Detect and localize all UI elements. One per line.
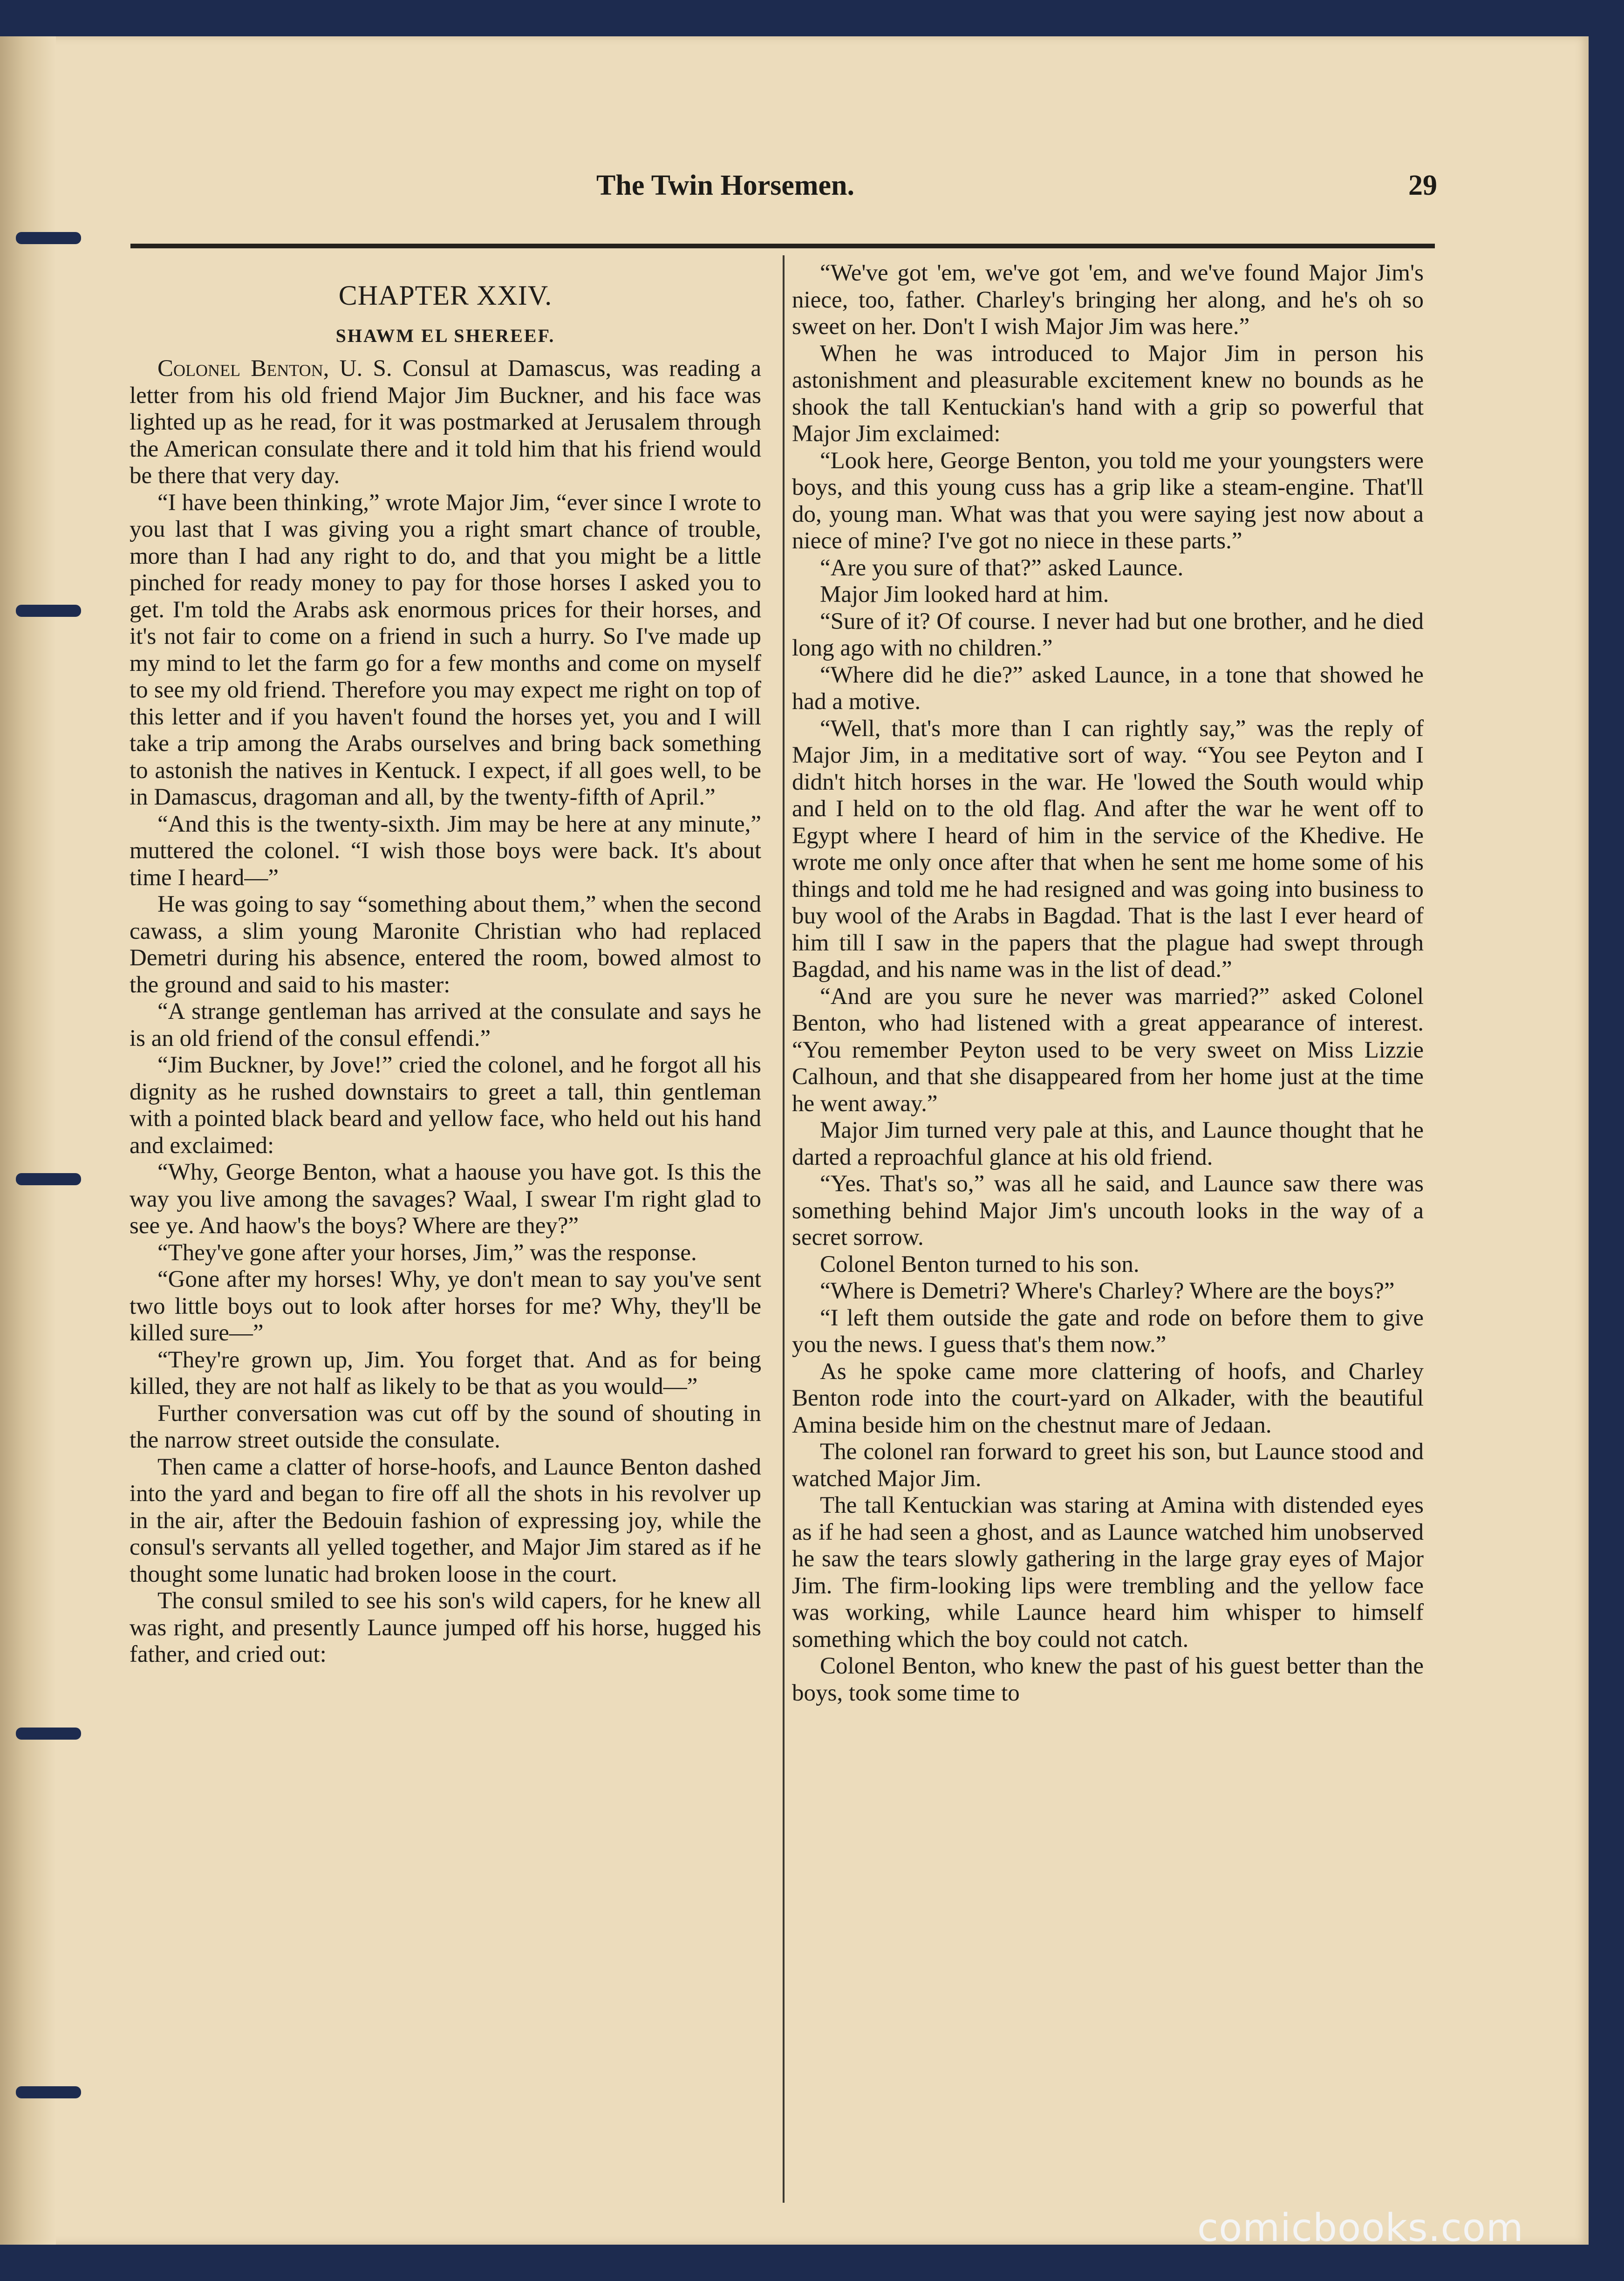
binding-stitch: [16, 1728, 81, 1740]
binding-stitch: [16, 2086, 81, 2098]
paragraph-text: , U. S. Consul at Damascus, was reading a letter from his old friend Major Jim Buckner, and his face was lighted up as he read, for it was postmarked at Jerusalem through the American consulate there and it told him that his friend would be there that very day.: [130, 355, 761, 489]
column-divider: [783, 255, 785, 2203]
running-head-title: The Twin Horsemen.: [596, 169, 855, 201]
paragraph: “And this is the twenty-sixth. Jim may be here at any minute,” muttered the colonel. “I wish those boys were back. It's about time I heard—”: [130, 811, 761, 891]
paragraph: “Jim Buckner, by Jove!” cried the colonel, and he forgot all his dignity as he rushed downstairs to greet a tall, thin gentleman with a pointed black beard and yellow face, who held out his hand and exclaimed:: [130, 1052, 761, 1159]
paragraph: He was going to say “something about them,” when the second cawass, a slim young Maronite Christian who had replaced Demetri during his absence, entered the room, bowed almost to the ground and said to his master:: [130, 891, 761, 998]
paragraph: Colonel Benton, who knew the past of his guest better than the boys, took some time to: [792, 1653, 1424, 1706]
chapter-title: CHAPTER XXIV.: [338, 280, 553, 311]
chapter-subtitle: SHAWM EL SHEREEF.: [335, 325, 555, 346]
magazine-page: [0, 36, 1589, 2245]
header-rule: [130, 244, 1435, 248]
paragraph: As he spoke came more clattering of hoofs, and Charley Benton rode into the court-yard on Alkader, with the beautiful Amina beside him on the chestnut mare of Jedaan.: [792, 1358, 1424, 1438]
paragraph: “We've got 'em, we've got 'em, and we've found Major Jim's niece, too, father. Charley's bringing her along, and he's oh so sweet on her. Don't I wish Major Jim was here.”: [792, 260, 1424, 340]
binding-stitch: [16, 1173, 81, 1185]
paragraph: “Where is Demetri? Where's Charley? Where are the boys?”: [820, 1278, 1395, 1304]
paragraph: Major Jim looked hard at him.: [820, 581, 1109, 608]
running-head: [596, 162, 1437, 209]
paragraph: “And are you sure he never was married?” asked Colonel Benton, who had listened with a great appearance of interest. “You remember Peyton used to be very sweet on Miss Lizzie Calhoun, and that she disappeared from her home just at the time he went away.”: [792, 983, 1424, 1117]
paragraph: “They're grown up, Jim. You forget that. And as for being killed, they are not half as likely to be that as you would—”: [130, 1346, 761, 1400]
left-column: [130, 260, 761, 1668]
paragraph: “Why, George Benton, what a haouse you have got. Is this the way you live among the savages? Waal, I swear I'm right glad to see ye. And haow's the boys? Where are they?”: [130, 1159, 761, 1239]
paragraph: “I left them outside the gate and rode on before them to give you the news. I guess that's them now.”: [792, 1304, 1424, 1358]
paragraph: Colonel Benton turned to his son.: [820, 1251, 1140, 1277]
paragraph: The tall Kentuckian was staring at Amina with distended eyes as if he had seen a ghost, and as Launce watched him unobserved he saw the tears slowly gathering in the large gray eyes of Major Jim. The firm-looking lips were trembling and the yellow face was working, while Launce heard him whisper to himself something which the boy could not catch.: [792, 1492, 1424, 1653]
paragraph: The colonel ran forward to greet his son, but Launce stood and watched Major Jim.: [792, 1439, 1424, 1492]
paragraph: “Are you sure of that?” asked Launce.: [820, 554, 1184, 581]
page-number: 29: [1408, 169, 1437, 201]
paragraph: When he was introduced to Major Jim in person his astonishment and pleasurable excitement knew no bounds as he shook the tall Kentuckian's hand with a grip so powerful that Major Jim exclaimed:: [792, 340, 1424, 447]
paragraph: Then came a clatter of horse-hoofs, and Launce Benton dashed into the yard and began to fire off all the shots in his revolver up in the air, after the Bedouin fashion of expressing joy, while the consul's servants all yelled together, and Major Jim stared as if he thought some lunatic had broken loose in the court.: [130, 1454, 761, 1587]
paragraph: “I have been thinking,” wrote Major Jim, “ever since I wrote to you last that I was giving you a right smart chance of trouble, more than I had any right to do, and that you might be a little pinched for ready money to pay for those horses I asked you to get. I'm told the Arabs ask enormous prices for their horses, and it's not fair to come on a friend in such a hurry. So I've made up my mind to let the farm go for a few months and come on myself to see my old friend. Therefore you may expect me right on top of this letter and if you haven't found the horses yet, you and I will take a trip among the Arabs ourselves and bring back something to astonish the natives in Kentuck. I expect, if all goes well, to be in Damascus, dragoman and all, by the twenty-fifth of April.”: [130, 489, 761, 810]
paragraph: Further conversation was cut off by the sound of shouting in the narrow street outside the consulate.: [130, 1400, 761, 1453]
paragraph: Major Jim turned very pale at this, and Launce thought that he darted a reproachful glance at his old friend.: [792, 1117, 1424, 1170]
right-column: [792, 260, 1424, 1707]
binding-stitch: [16, 232, 81, 244]
paragraph: “Well, that's more than I can rightly say,” was the reply of Major Jim, in a meditative sort of way. “You see Peyton and I didn't hitch horses in the war. He 'lowed the South would whip and I held on to the old flag. And after the war he went off to Egypt where I heard of him in the service of the Khedive. He wrote me only once after that when he sent me home some of his things and told me he had resigned and was going into business to buy wool of the Arabs in Bagdad. That is the last I ever heard of him till I saw in the papers that the plague had swept through Bagdad, and his name was in the list of dead.”: [792, 715, 1424, 983]
paragraph: “Sure of it? Of course. I never had but one brother, and he died long ago with no children.”: [792, 608, 1424, 661]
site-watermark: comicbooks.com: [1197, 2206, 1524, 2250]
paragraph: “Look here, George Benton, you told me your youngsters were boys, and this young cuss has a grip like a steam-engine. That'll do, young man. What was that you were saying jest now about a niece of mine? I've got no niece in these parts.”: [792, 447, 1424, 554]
paragraph: “They've gone after your horses, Jim,” was the response.: [157, 1239, 697, 1266]
lead-in-small-caps: Colonel Benton: [157, 355, 323, 382]
paragraph: The consul smiled to see his son's wild capers, for he knew all was right, and presently Launce jumped off his horse, hugged his father, and cried out:: [130, 1588, 761, 1667]
paragraph: “Where did he die?” asked Launce, in a tone that showed he had a motive.: [792, 662, 1424, 715]
binding-stitch: [16, 605, 81, 617]
paragraph: [130, 355, 761, 490]
binding-gutter: [0, 36, 56, 2245]
paragraph: “A strange gentleman has arrived at the consulate and says he is an old friend of the consul effendi.”: [130, 998, 761, 1052]
paragraph: “Gone after my horses! Why, ye don't mean to say you've sent two little boys out to look after horses for me? Why, they'll be killed sure—”: [130, 1266, 761, 1346]
paragraph: “Yes. That's so,” was all he said, and Launce saw there was something behind Major Jim's uncouth looks in the way of a secret sorrow.: [792, 1171, 1424, 1250]
